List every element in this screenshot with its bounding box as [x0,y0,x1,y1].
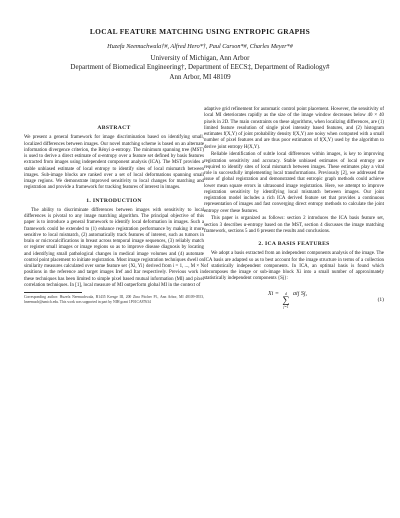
abstract-heading: ABSTRACT [97,125,131,131]
ica-section-heading: 2. ICA BASIS FEATURES [258,241,330,248]
introduction-text: The ability to discriminate differences between images with sensitivity to local differences is pivotal to any image matching algorithm. The principal objective of this paper is to introduce a general framework to identify local deformation in images. Such a framework could be extended to (1) enhance registration performance by making it more sensitive to local mismatch, (2) automatically track features of interest, such as tumors in brain or microcalcifications in breast across temporal image sequences, (3) reliably match or register small images or image regions so as to improve disease diagnosis by locating and identifying small pathological changes in medical image volumes and (4) automate control point placement to initiate registration. Most image registration techniques dwell on similarity measures calculated over some feature set {Xi, Yi} derived from i = 1, ..., M × N positions in the reference and target images Iref and Itar respectively. Previous work in these techniques has been limited to simple pixel based mutual information (MI) and pixel correlation techniques. In [1], local measure of MI outperform global MI in the context of [24,207,204,288]
paper-title: LOCAL FEATURE MATCHING USING ENTROPIC GRAPHS [89,27,311,36]
abstract-text: We present a general framework for image discrimination based on identifying small, localized differences between images. Our novel matching scheme is based on an alternate information divergence criterion, the Rényi α-entropy. The minimum spanning tree (MST) is used to derive a direct estimate of α-entropy over a feature set defined by basis features extracted from images using independent component analysis (ICA). The MST provides a stable unbiased estimate of local entropy to identify sites of local mismatch between images. Sub-image blocks are ranked over a set of local deformations spanning small image regions. We demonstrate improved sensitivity to local changes for matching and registration and provide a framework for tracking features of interest in images. [24,135,204,191]
paper-header [0,27,400,82]
summation-symbol [282,292,289,309]
equation-body [268,291,307,309]
equation-number: (1) [377,296,384,303]
author-list: Huzefa Neemuchwala†#, Alfred Hero*†, Paul Carson*#, Charles Meyer*# [107,43,293,50]
left-column [24,121,204,304]
body-paragraph: adaptive grid refinement for automatic control point placement. However, the sensitivity of local MI deteriorates rapidly as the size of the image window decreases below 40 × 40 pixels in 2D. The main constraints on these algorithms, when localizing differences, are (1) limited feature resolution of single pixel intensity based features, and (2) histogram estimates f(X,Y) of joint probability density f(X,Y) are noisy when computed with a small number of pixel features and are thus poor estimators of f(X,Y) used by the algorithm to derive joint entropy H(X,Y). [204,107,384,150]
introduction-heading: 1. INTRODUCTION [86,197,142,204]
equation-lhs: Xi = [268,290,279,297]
affiliation-line: Ann Arbor, MI 48109 [169,72,231,81]
body-paragraph: We adopt a basis extracted from an independent components analysis of the image. The ICA basis are adapted so as to best account for the image structure in terms of a collection of statistically independent components. In ICA, an optimal basis is found which decomposes the image or sub-image block Xi into a small number of approximately statistically independent components {Sj}: [204,251,384,282]
sigma-glyph: ∑ [282,294,290,306]
sum-lower-limit: j=1 [283,304,289,309]
body-paragraph: This paper is organized as follows: section 2 introduces the ICA basis feature set, section 3 describes α-entropy based on the MST, section 4 discusses the image matching framework, sections 5 and 6 present the results and conclusions. [204,216,384,234]
affiliation-line: University of Michigan, Ann Arbor [150,54,250,62]
footnote: Corresponding author: Huzefa Neemuchwala, B1435 Kresge III, 200 Zina Pitcher Pl., Ann Arbor, MI 48109-0553, hneemuch@umich.edu. This work was supported in part by NIH grant 1P01CA87634 [24,295,204,304]
body-paragraph: Reliable identification of subtle local differences within images, is key to improving registration sensitivity and accuracy. Stable unbiased estimates of local entropy are required to identify sites of local mismatch between images. These estimates play a vital role in successfully implementing local transformations. Previously [2], we addressed the issue of global registration and demonstrated that entropic graph methods could achieve lower mean square errors in ultrasound image registration. Here, we attempt to improve registration sensitivity by identifying local mismatch between images. Our joint registration model includes a rich ICA derived feature set that provides a continuous representation of images and fast converging direct entropy methods to calculate the joint entropy over these features. [204,152,384,214]
affiliation-block [0,54,400,82]
sum-upper-limit: d [285,291,287,296]
equation-rhs: aij Sj, [293,290,308,297]
affiliation-line: Department of Biomedical Engineering†, Department of EECS‡, Department of Radiology# [70,63,330,72]
right-column [204,107,384,309]
footnote-rule [24,292,82,293]
equation-1 [204,291,384,309]
